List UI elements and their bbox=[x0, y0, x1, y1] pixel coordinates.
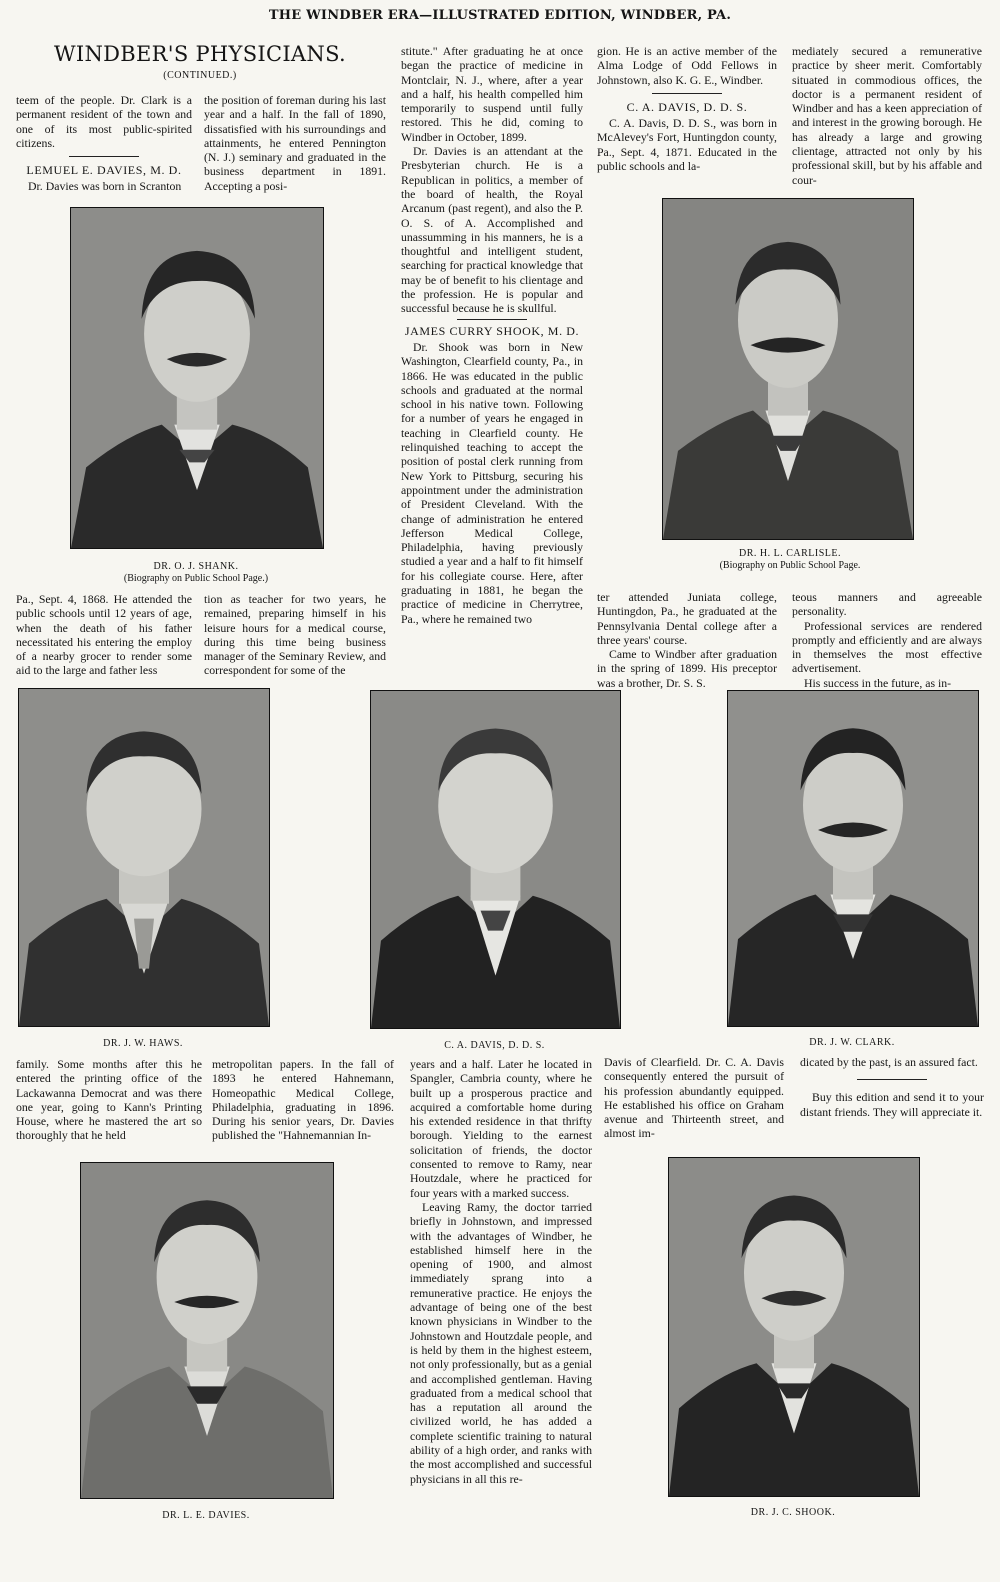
caption-shank bbox=[20, 561, 372, 585]
caption-title: DR. J. W. HAWS. bbox=[103, 1038, 183, 1049]
section-heading-davis: C. A. DAVIS, D. D. S. bbox=[626, 99, 748, 114]
top-column-2 bbox=[204, 93, 386, 193]
paragraph: Pa., Sept. 4, 1868. He attended the public schools until 12 years of age, when the death of his father necessitated his entering the employ of a nearby grocer to render some aid to the large and father less bbox=[16, 592, 192, 678]
portrait-clark bbox=[727, 690, 979, 1027]
caption-title: DR. H. L. CARLISLE. bbox=[739, 548, 841, 559]
caption-title: DR. J. W. CLARK. bbox=[809, 1037, 895, 1048]
caption-title: DR. O. J. SHANK. bbox=[153, 561, 239, 572]
paragraph: Leaving Ramy, the doctor tarried briefly in Johnstown, and impressed with the advantages of Windber, he established himself here in the opening of 1900, and almost immediately sprang into a remunerative practice. He enjoys the advantage of being one of the best known physicians in Windber to the Johnstown and Houtzdale people, and is held by them in the highest esteem, not only professionally, but as a genial and accomplished gentleman. Having graduated from a medical school that has a reputation all around the civilized world, he has added a complete scientific training to natural ability of a high order, and ranks with the most accomplished and successful physicians in all this re- bbox=[410, 1199, 592, 1486]
paragraph: His success in the future, as in- bbox=[804, 675, 952, 690]
caption-title: DR. L. E. DAVIES. bbox=[162, 1510, 250, 1521]
paragraph: dicated by the past, is an assured fact. bbox=[800, 1055, 978, 1069]
paragraph: metropolitan papers. In the fall of 1893 he entered Hahnemann, Homeopathic Medical College, Philadelphia, graduating in 1896. During his senior years, Dr. Davies published the "Hahnemannian In- bbox=[212, 1057, 394, 1143]
top-column-5 bbox=[792, 44, 982, 187]
bottom-column-2 bbox=[212, 1057, 394, 1143]
caption-clark bbox=[727, 1037, 977, 1049]
paragraph: teous manners and agreeable personality. bbox=[792, 590, 982, 619]
paragraph: Dr. Davies was born in Scranton bbox=[28, 179, 182, 194]
paragraph: Dr. Shook was born in New Washington, Clearfield county, Pa., in 1866. He was educated in the public schools and graduated at the normal school in his native town. Following for a number of years he engaged in teaching in Clearfield county. He relinquished teaching to accept the position of postal clerk running from New York to Pittsburg, securing his appointment under the administration of President Cleveland. With the change of administration he entered Jefferson Medical College, Philadelphia, having previously studied a year and a half to fit himself for his collegiate course. Here, after graduating in 1881, he began the practice of medicine in Cherrytree, Pa., where he remained two bbox=[401, 339, 583, 626]
article-title: WINDBER'S PHYSICIANS. bbox=[53, 42, 346, 66]
caption-haws bbox=[18, 1038, 268, 1050]
paragraph: teem of the people. Dr. Clark is a permanent resident of the town and one of its most public-spirited citizens. bbox=[16, 93, 192, 150]
divider-rule bbox=[652, 93, 722, 94]
paragraph: mediately secured a remunerative practice by sheer merit. Comfortably situated in commodious offices, the doctor is a permanent resident of Windber and has a keen appreciation of and interest in the growing borough. He has already a large and growing clientage, attracted not only by his professional skill, but by his affable and cour- bbox=[792, 44, 982, 187]
paragraph: Dr. Davies is an attendant at the Presbyterian church. He is a Republican in politics, a member of the board of health, the Royal Arcanum (past regent), and also the P. O. S. of A. Accomplished and unassumming in his manners, he is a thoughtful and intelligent student, searching for practical knowledge that may be of benefit to his clientage and the profession. He is popular and successful because he is skullful. bbox=[401, 144, 583, 316]
paragraph: Came to Windber after graduation in the spring of 1899. His preceptor was a brother, Dr. S. S. bbox=[597, 647, 777, 690]
paragraph: gion. He is an active member of the Alma Lodge of Odd Fellows in Johnstown, also K. G. E., Windber. bbox=[597, 44, 777, 87]
portrait-shank bbox=[70, 207, 324, 549]
portrait-carlisle bbox=[662, 198, 914, 540]
bottom-column-3 bbox=[410, 1057, 592, 1486]
top-column-4 bbox=[597, 44, 777, 173]
paragraph: stitute." After graduating he at once began the practice of medicine in Montclair, N. J., where, after a year and a half, his health compelled him temporarily to suspend until fully restored. This he did, coming to Windber in October, 1899. bbox=[401, 44, 583, 144]
caption-ledavies bbox=[80, 1510, 332, 1522]
caption-title: DR. J. C. SHOOK. bbox=[750, 1507, 836, 1518]
divider-rule bbox=[857, 1079, 927, 1080]
paragraph: Buy this edition and send it to your distant friends. They will appreciate it. bbox=[800, 1090, 984, 1119]
masthead: THE WINDBER ERA—ILLUSTRATED EDITION, WINDBER, PA. bbox=[268, 8, 732, 23]
mid-column-1 bbox=[16, 592, 192, 678]
divider-rule bbox=[457, 319, 527, 320]
caption-note: (Biography on Public School Page. bbox=[719, 560, 861, 571]
portrait-ledavies bbox=[80, 1162, 334, 1499]
paragraph: C. A. Davis, D. D. S., was born in McAlevey's Fort, Huntingdon county, Pa., Sept. 4, 1871. Educated in the public schools and la- bbox=[597, 116, 777, 174]
top-column-3 bbox=[401, 44, 583, 626]
portrait-shook bbox=[668, 1157, 920, 1497]
caption-title: C. A. DAVIS, D. D. S. bbox=[444, 1040, 545, 1051]
caption-note: (Biography on Public School Page.) bbox=[123, 573, 269, 584]
mid-column-4 bbox=[597, 590, 777, 690]
paragraph: ter attended Juniata college, Huntingdon, Pa., he graduated at the Pennsylvania Dental college after a three years' course. bbox=[597, 590, 777, 647]
portrait-davis bbox=[370, 690, 621, 1029]
divider-rule bbox=[69, 156, 139, 157]
paragraph: the position of foreman during his last year and a half. In the fall of 1890, dissatisfied with his surroundings and attainments, he entered Pennington (N. J.) seminary and graduated in the business department in 1891. Accepting a posi- bbox=[204, 93, 386, 193]
bottom-column-4 bbox=[604, 1055, 784, 1141]
caption-shook bbox=[668, 1507, 918, 1519]
paragraph: years and a half. Later he located in Spangler, Cambria county, where he built up a prosperous practice and acquired a comfortable home during his extended residence in that thrifty borough. Yielding to the earnest solicitation of friends, the doctor consented to remove to Ramy, near Houtzdale, where he practiced for four years with a marked success. bbox=[410, 1057, 592, 1200]
paragraph: tion as teacher for two years, he remained, preparing himself in his leisure hours for a medical course, during this time being business manager of the Seminary Review, and correspondent for some of the bbox=[204, 592, 386, 678]
bottom-column-1 bbox=[16, 1057, 202, 1143]
portrait-haws bbox=[18, 688, 270, 1027]
paragraph: Davis of Clearfield. Dr. C. A. Davis consequently entered the pursuit of his profession abundantly equipped. He established his office on Graham avenue and Thirteenth street, and almost im- bbox=[604, 1055, 784, 1141]
section-heading-davies: LEMUEL E. DAVIES, M. D. bbox=[26, 163, 182, 178]
mid-column-5 bbox=[792, 590, 982, 690]
section-heading-shook: JAMES CURRY SHOOK, M. D. bbox=[404, 323, 580, 338]
bottom-column-5 bbox=[800, 1055, 984, 1119]
top-column-1 bbox=[16, 93, 192, 194]
paragraph: Professional services are rendered promptly and efficiently and are always in themselves the most effective advertisement. bbox=[792, 618, 982, 676]
caption-carlisle bbox=[640, 548, 940, 572]
paragraph: family. Some months after this he entered the printing office of the Lackawanna Democrat and was there one year, going to Kann's Printing House, where he mastered the art so thoroughly that he held bbox=[16, 1057, 202, 1143]
caption-davis bbox=[370, 1040, 619, 1052]
article-subtitle: (CONTINUED.) bbox=[163, 70, 237, 81]
mid-column-2 bbox=[204, 592, 386, 678]
